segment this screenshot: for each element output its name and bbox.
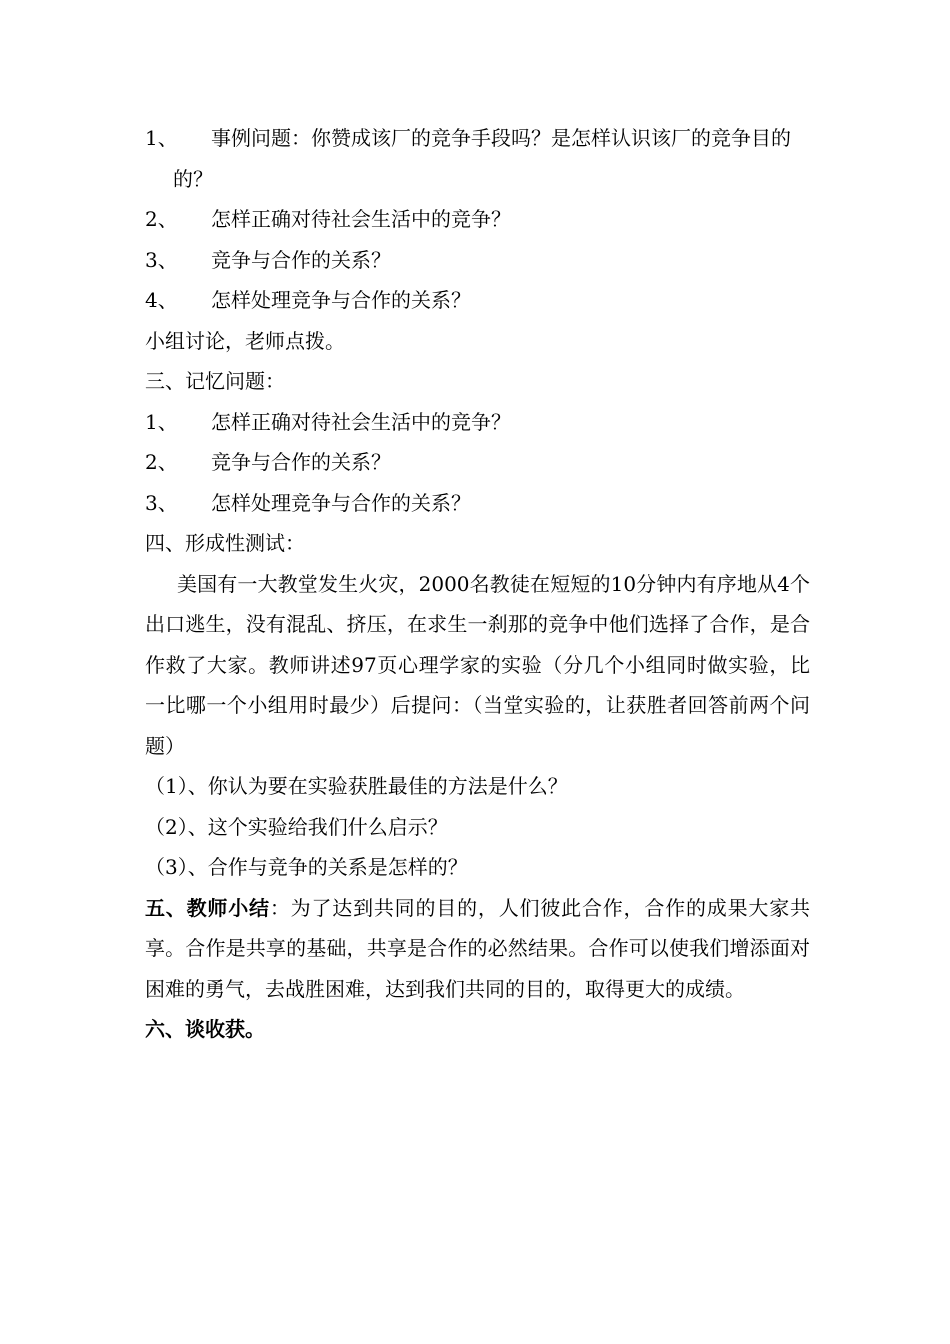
question-number: 1、 [145, 126, 178, 150]
question-number: 1、 [145, 409, 178, 434]
memory-question-2 [145, 442, 810, 483]
question-text: 怎样正确对待社会生活中的竞争？ [211, 409, 511, 434]
question-text: 竞争与合作的关系？ [211, 450, 391, 474]
section-4-heading: 四、形成性测试： [145, 531, 305, 555]
section-6-heading: 六、谈收获。 [145, 1017, 265, 1041]
question-number: 2、 [145, 450, 178, 474]
question-number: 4、 [145, 288, 178, 312]
question-number: 3、 [145, 247, 178, 272]
question-text: 怎样处理竞争与合作的关系？ [211, 490, 471, 515]
question-text: 怎样正确对待社会生活中的竞争？ [211, 207, 511, 231]
test-paragraph: 美国有一大教堂发生火灾，2000名教徒在短短的10分钟内有序地从4个出口逃生，没有混乱、挤压，在求生一刹那的竞争中他们选择了合作，是合作救了大家。教师讲述97页心理学家的实验（分几个小组同时做实验，比一比哪一个小组用时最少）后提问：（当堂实验的，让获胜者回答前两个问题） [145, 571, 810, 758]
document-body [145, 118, 810, 1050]
question-text: 事例问题：你赞成该厂的竞争手段吗？是怎样认识该厂的竞争目的的？ [173, 126, 791, 191]
memory-question-3 [145, 483, 810, 524]
section-3-heading: 三、记忆问题： [145, 369, 285, 393]
sub-question-3: （3）、合作与竞争的关系是怎样的？ [145, 855, 468, 879]
discussion-question-2 [145, 199, 810, 240]
summary-text: ：为了达到共同的目的，人们彼此合作，合作的成果大家共享。合作是共享的基础，共享是合作的必然结果。合作可以使我们增添面对困难的勇气，去战胜困难，达到我们共同的目的，取得更大的成绩。 [145, 895, 811, 1001]
discussion-note: 小组讨论，老师点拨。 [145, 328, 345, 353]
sub-question-2: （2）、这个实验给我们什么启示？ [145, 814, 448, 839]
memory-question-1 [145, 402, 810, 443]
discussion-question-4 [145, 280, 810, 321]
question-text: 竞争与合作的关系？ [211, 247, 391, 272]
summary-paragraph [145, 888, 810, 1010]
sub-question-1: （1）、你认为要在实验获胜最佳的方法是什么？ [145, 774, 568, 798]
section-5-heading: 五、教师小结 [145, 895, 270, 920]
discussion-question-3 [145, 240, 810, 281]
question-text: 怎样处理竞争与合作的关系？ [211, 288, 471, 312]
discussion-question-1 [145, 118, 810, 199]
question-number: 2、 [145, 207, 178, 231]
question-number: 3、 [145, 490, 178, 515]
